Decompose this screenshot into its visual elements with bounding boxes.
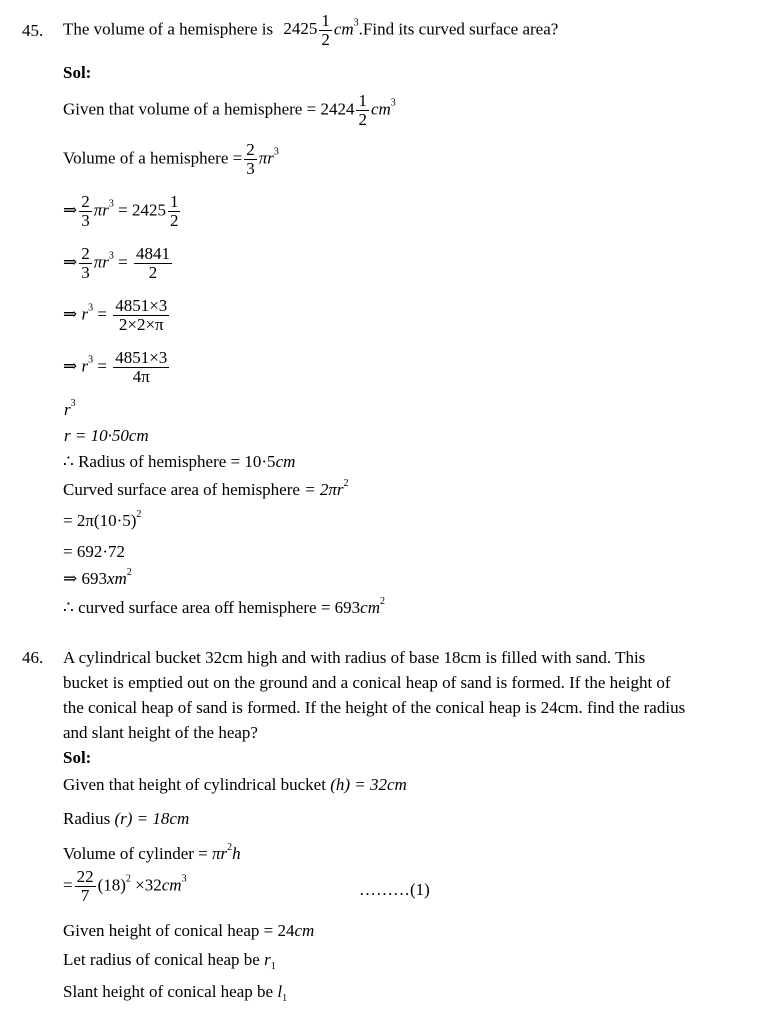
solution-label-45: Sol: (63, 63, 92, 82)
question-46-line-4: and slant height of the heap? (63, 723, 258, 742)
q45-step-9: ∴ Radius of hemisphere = 10·5cm (63, 452, 296, 471)
q45-step-6: ⇒ $r^3$ = $\frac{4851\times 3}{4\pi}$ (63, 348, 168, 386)
question-45-number: 45. (22, 21, 44, 40)
fraction: $\frac{1}{2}$ (321, 11, 330, 49)
q45-step-3: ⇒ $\frac{2}{3}$ $\pi r^3 = 2425$ $\frac{1}{2}$ (63, 192, 179, 230)
q46-step-6: Let radius of conical heap be $r_1$ (63, 950, 276, 972)
question-46-line-2: bucket is emptied out on the ground and a conical heap of sand is formed. If the height of (63, 673, 671, 692)
q46-step-7: Slant height of conical heap be $l_1$ (63, 982, 288, 1004)
q45-step-10: Curved surface area of hemisphere = $2\pi r^2$ (63, 478, 349, 499)
q46-step-1: Given that height of cylindrical bucket (h) = 32cm (63, 775, 407, 794)
question-46-number: 46. (22, 648, 44, 667)
q46-step-4: = $\frac{22}{7}$ $(18)^2 \times 32cm^3$ (63, 867, 187, 905)
q45-step-8: r = 10·50cm (64, 426, 149, 445)
q45-step-14: ∴ curved surface area off hemisphere = $693cm^2$ (63, 596, 385, 617)
q46-step-3: Volume of cylinder = $\pi r^2h$ (63, 842, 241, 863)
equation-reference: ………(1) (359, 880, 430, 899)
question-45-text: The volume of a hemisphere is 2425 $\frac{1}{2}$ $cm^3.Find$ its curved surface area? (63, 11, 559, 49)
q45-step-4: ⇒ $\frac{2}{3}$ $\pi r^3$ = $\frac{4841}{2}$ (63, 244, 170, 282)
q45-step-7: $r^3$ (64, 398, 76, 419)
q45-step-1: Given that volume of a hemisphere = 2424 $\frac{1}{2}$ $cm^3$ (63, 91, 396, 129)
q46-step-2: Radius (r) = 18cm (63, 809, 190, 828)
q45-step-13: ⇒ $693xm^2$ (63, 567, 132, 588)
q45-step-5: ⇒ $r^3$ = $\frac{4851\times 3}{2\times 2\times\pi}$ (63, 296, 168, 334)
q46-step-5: Given height of conical heap = 24cm (63, 921, 315, 940)
q45-step-12: = 692·72 (63, 542, 125, 561)
question-46-line-1: A cylindrical bucket 32cm high and with radius of base 18cm is filled with sand. This (63, 648, 646, 667)
q45-step-11: = $2\pi(10\cdot 5)^2$ (63, 509, 142, 530)
question-46-line-3: the conical heap of sand is formed. If the height of the conical heap is 24cm. find the radius (63, 698, 686, 717)
q45-step-2: Volume of a hemisphere = $\frac{2}{3}$ $\pi r^3$ (63, 140, 279, 178)
solution-label-46: Sol: (63, 748, 92, 767)
